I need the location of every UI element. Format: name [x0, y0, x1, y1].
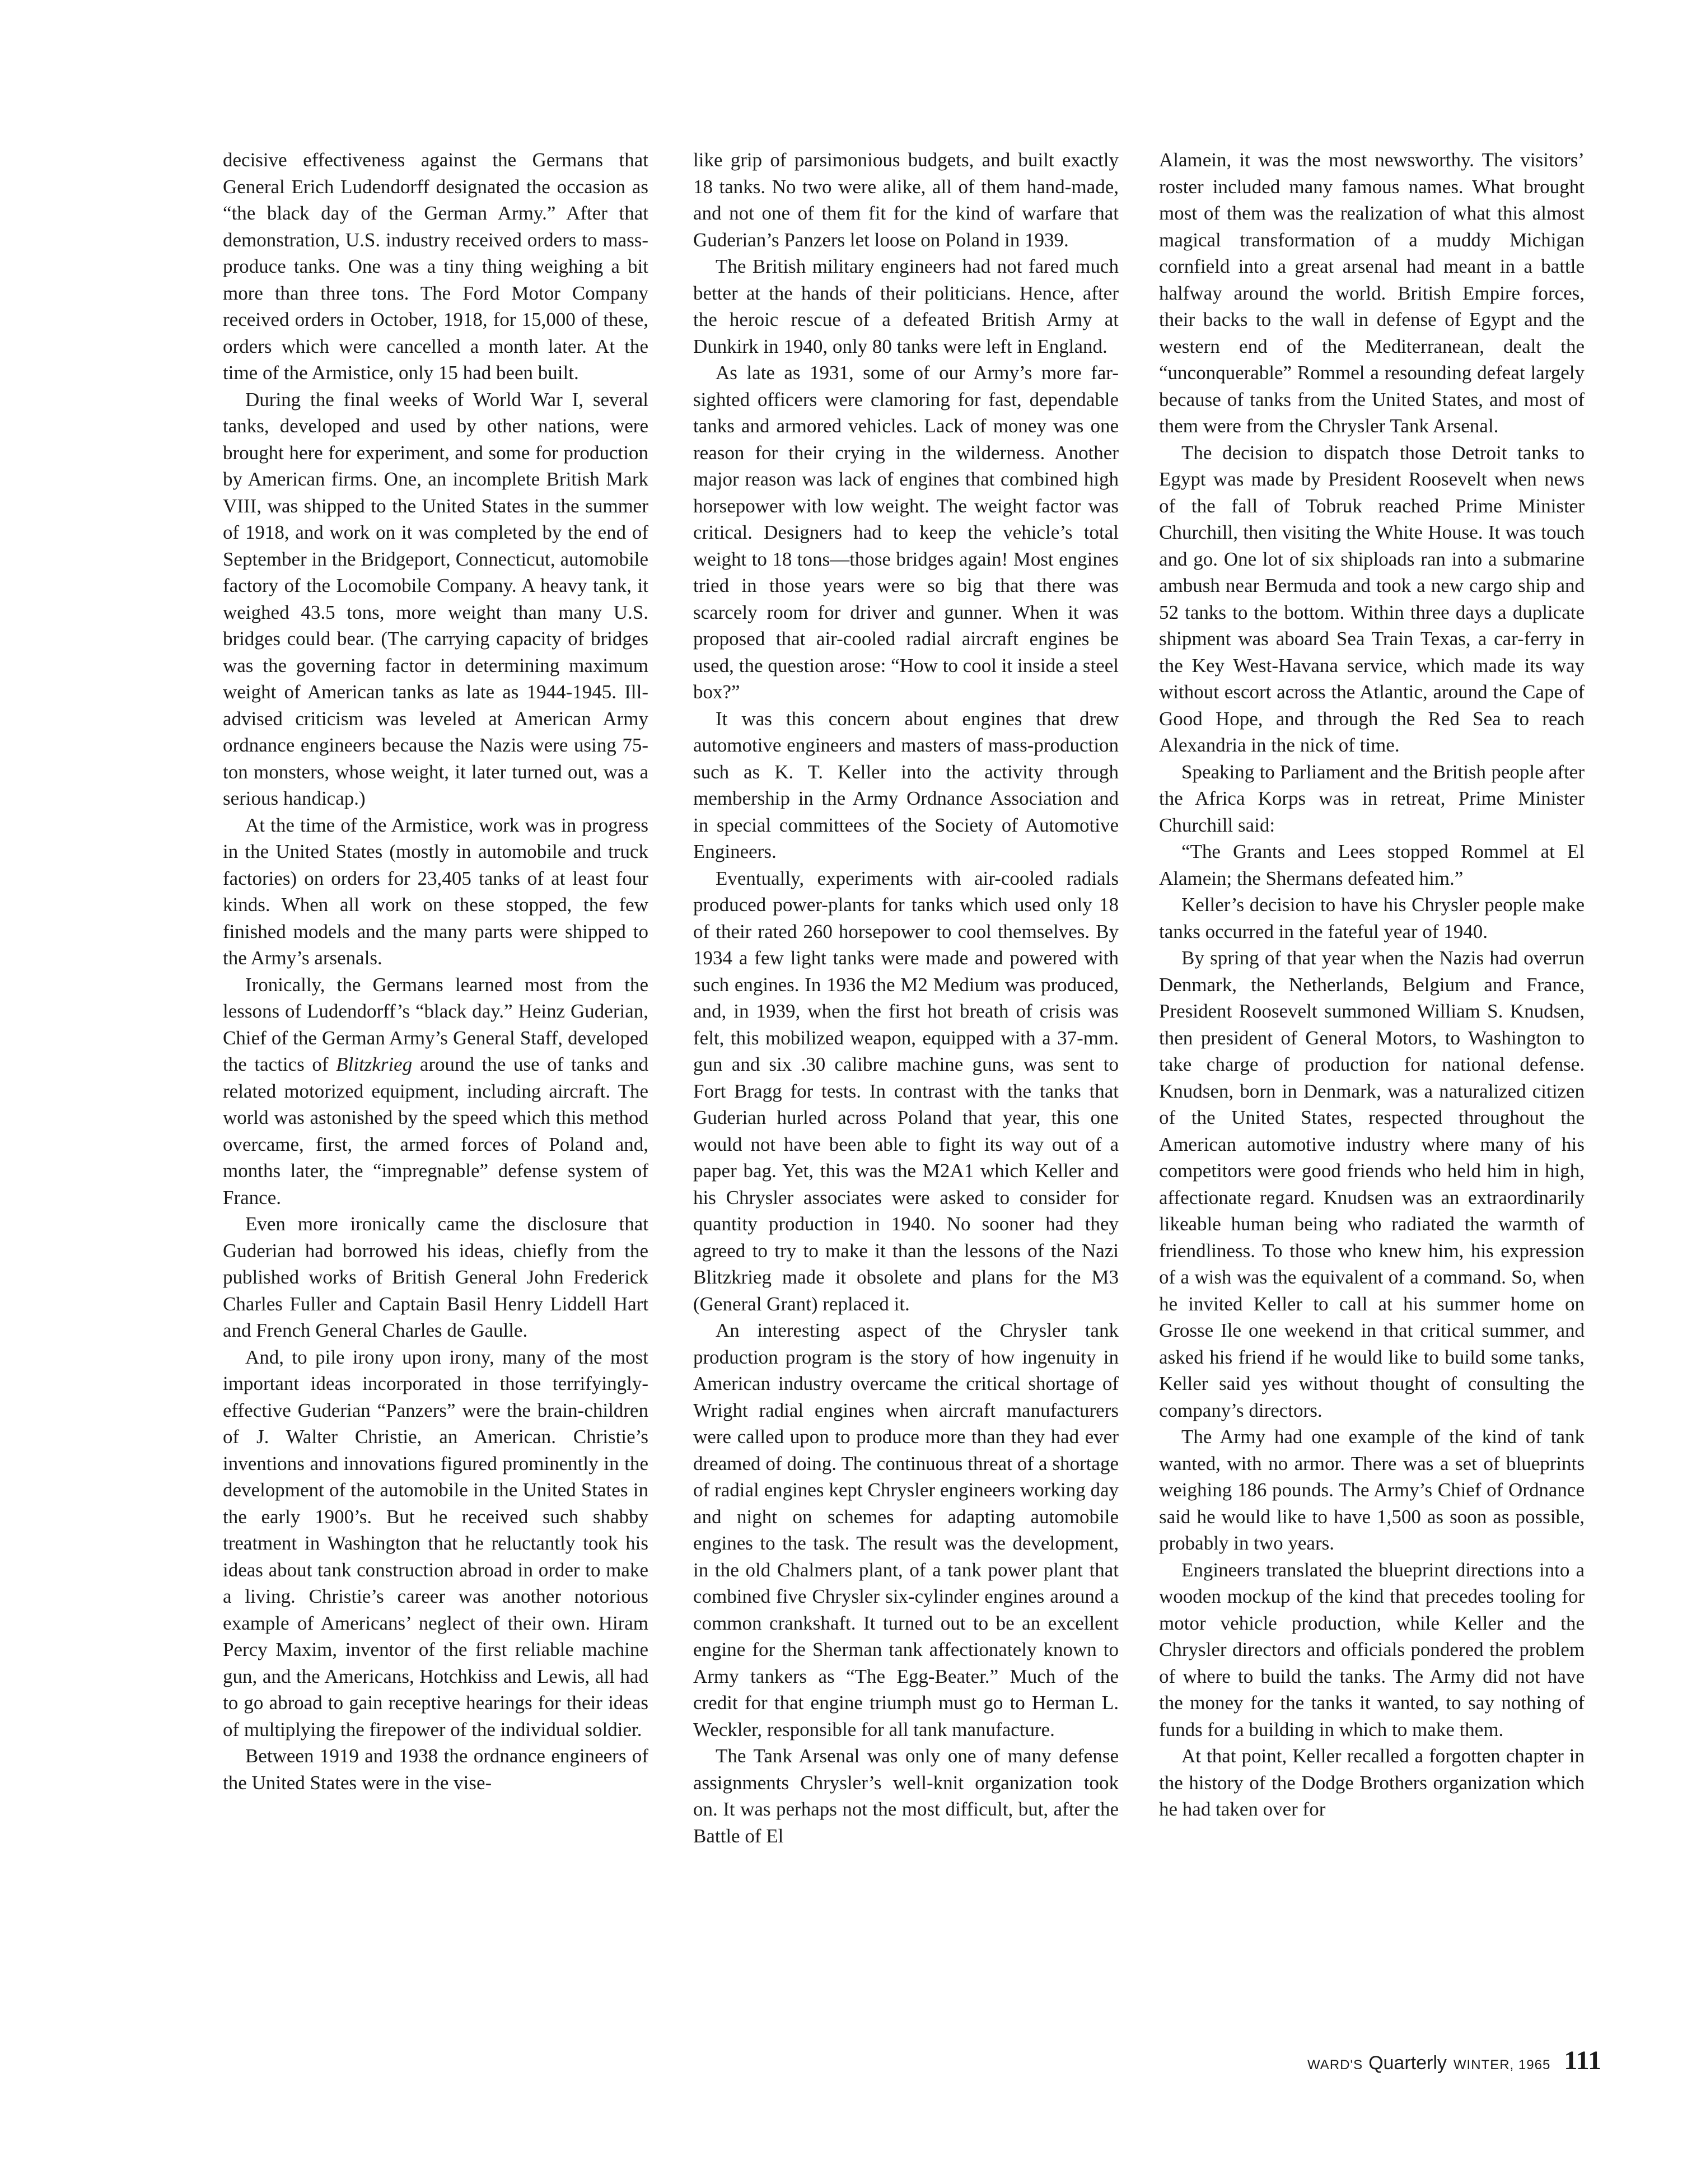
paragraph-text: around the use of tanks and related motorized equipment, including aircraft. The world was astonished by the speed which this method overcame, first, the armed forces of Poland and, months later, the “impregnable” defense system of France.	[223, 1053, 648, 1208]
text-column-2	[693, 147, 1119, 1849]
paragraph: Between 1919 and 1938 the ordnance engineers of the United States were in the vise-	[223, 1745, 648, 1794]
paragraph: The decision to dispatch those Detroit tanks to Egypt was made by President Roosevelt when news of the fall of Tobruk reached Prime Minister Churchill, then visiting the White House. It was touch and go. One lot of six shiploads ran into a submarine ambush near Bermuda and took a new cargo ship and 52 tanks to the bottom. Within three days a duplicate shipment was aboard Sea Train Texas, a car-ferry in the Key West-Havana service, which made its way without escort across the Atlantic, around the Cape of Good Hope, and through the Red Sea to reach Alexandria in the nick of time.	[1159, 441, 1585, 756]
publication-quarterly: Quarterly	[1368, 2052, 1447, 2074]
paragraph: Keller’s decision to have his Chrysler people make tanks occurred in the fateful year of 1940.	[1159, 894, 1585, 942]
page-footer	[1307, 2045, 1601, 2079]
paragraph: As late as 1931, some of our Army’s more far-sighted officers were clamoring for fast, dependable tanks and armored vehicles. Lack of money was one reason for their crying in the wilderness. Another major reason was lack of engines that combined high horsepower with low weight. The weight factor was critical. Designers had to keep the vehicle’s total weight to 18 tons—those bridges again! Most engines tried in those years were so big that there was scarcely room for driver and gunner. When it was proposed that air-cooled radial aircraft engines be used, the question arose: “How to cool it inside a steel box?”	[693, 362, 1119, 703]
page-number: 111	[1564, 2046, 1601, 2075]
paragraph: Eventually, experiments with air-cooled radials produced power-plants for tanks which used only 18 of their rated 260 horsepower to cool themselves. By 1934 a few light tanks were made and powered with such engines. In 1936 the M2 Medium was produced, and, in 1939, when the first hot breath of crisis was felt, this mobilized weapon, equipped with a 37-mm. gun and six .30 calibre machine guns, was sent to Fort Bragg for tests. In contrast with the tanks that Guderian hurled across Poland that year, this one would not have been able to fight its way out of a paper bag. Yet, this was the M2A1 which Keller and his Chrysler associates were asked to consider for quantity production in 1940. No sooner had they agreed to try to make it than the lessons of the Nazi Blitzkrieg made it obsolete and plans for the M3 (General Grant) replaced it.	[693, 867, 1119, 1315]
paragraph: The Army had one example of the kind of tank wanted, with no armor. There was a set of blueprints weighing 186 pounds. The Army’s Chief of Ordnance said he would like to have 1,500 as soon as possible, probably in two years.	[1159, 1426, 1585, 1554]
paragraph: The British military engineers had not fared much better at the hands of their politicians. Hence, after the heroic rescue of a defeated British Army at Dunkirk in 1940, only 80 tanks were left in England.	[693, 255, 1119, 357]
text-column-3	[1159, 147, 1585, 1823]
publication-name: WARD'S	[1307, 2057, 1363, 2073]
paragraph: decisive effectiveness against the Germans that General Erich Ludendorff designated the occasion as “the black day of the German Army.” After that demonstration, U.S. industry received orders to mass-produce tanks. One was a tiny thing weighing a bit more than three tons. The Ford Motor Company received orders in October, 1918, for 15,000 of these, orders which were cancelled a month later. At the time of the Armistice, only 15 had been built.	[223, 149, 648, 384]
paragraph: “The Grants and Lees stopped Rommel at El Alamein; the Shermans defeated him.”	[1159, 841, 1585, 889]
paragraph: Even more ironically came the disclosure that Guderian had borrowed his ideas, chiefly from the published works of British General John Frederick Charles Fuller and Captain Basil Henry Liddell Hart and French General Charles de Gaulle.	[223, 1213, 648, 1341]
text-column-1	[223, 147, 648, 1796]
paragraph: And, to pile irony upon irony, many of the most important ideas incorporated in those terrifyingly-effective Guderian “Panzers” were the brain-children of J. Walter Christie, an American. Christie’s inventions and innovations figured prominently in the development of the automobile in the United States in the early 1900’s. But he received such shabby treatment in Washington that he reluctantly took his ideas about tank construction abroad in order to make a living. Christie’s career was another notorious example of Americans’ neglect of their own. Hiram Percy Maxim, inventor of the first reliable machine gun, and the Americans, Hotchkiss and Lewis, all had to go abroad to gain receptive hearings for their ideas of multiplying the firepower of the individual soldier.	[223, 1346, 648, 1740]
paragraph: An interesting aspect of the Chrysler tank production program is the story of how ingenuity in American industry overcame the critical shortage of Wright radial engines when aircraft manufacturers were called upon to produce more than they had ever dreamed of doing. The continuous threat of a shortage of radial engines kept Chrysler engineers working day and night on schemes for adapting automobile engines to the task. The result was the development, in the old Chalmers plant, of a tank power plant that combined five Chrysler six-cylinder engines around a common crankshaft. It turned out to be an excellent engine for the Sherman tank affectionately known to Army tankers as “The Egg-Beater.” Much of the credit for that engine triumph must go to Herman L. Weckler, responsible for all tank manufacture.	[693, 1319, 1119, 1740]
paragraph: Alamein, it was the most newsworthy. The visitors’ roster included many famous names. What brought most of them was the realization of what this almost magical transformation of a muddy Michigan cornfield into a great arsenal had meant in a battle halfway around the world. British Empire forces, their backs to the wall in defense of Egypt and the western end of the Mediterranean, dealt the “unconquerable” Rommel a resounding defeat largely because of tanks from the United States, and most of them were from the Chrysler Tank Arsenal.	[1159, 149, 1585, 437]
paragraph-text: Ironically, the Germans learned most from the lessons of Ludendorff’s “black day.” Heinz Guderian, Chief of the German Army’s General Staff, developed the tactics of	[223, 973, 648, 1075]
issue-date: WINTER, 1965	[1453, 2057, 1551, 2073]
paragraph	[223, 972, 648, 1211]
paragraph: It was this concern about engines that drew automotive engineers and masters of mass-production such as K. T. Keller into the activity through membership in the Army Ordnance Association and in special committees of the Society of Automotive Engineers.	[693, 707, 1119, 862]
paragraph: During the final weeks of World War I, several tanks, developed and used by other nations, were brought here for experiment, and some for production by American firms. One, an incomplete British Mark VIII, was shipped to the United States in the summer of 1918, and work on it was completed by the end of September in the Bridgeport, Connecticut, automobile factory of the Locomobile Company. A heavy tank, it weighed 43.5 tons, more weight than many U.S. bridges could bear. (The carrying capacity of bridges was the governing factor in determining maximum weight of American tanks as late as 1944-1945. Ill-advised criticism was leveled at American Army ordnance engineers because the Nazis were using 75-ton monsters, whose weight, it later turned out, was a serious handicap.)	[223, 388, 648, 809]
paragraph: At the time of the Armistice, work was in progress in the United States (mostly in automobile and truck factories) on orders for 23,405 tanks of at least four kinds. When all work on these stopped, the few finished models and the many parts were shipped to the Army’s arsenals.	[223, 814, 648, 969]
paragraph: At that point, Keller recalled a forgotten chapter in the history of the Dodge Brothers organization which he had taken over for	[1159, 1745, 1585, 1820]
paragraph: Engineers translated the blueprint directions into a wooden mockup of the kind that precedes tooling for motor vehicle production, while Keller and the Chrysler directors and officials pondered the problem of where to build the tanks. The Army did not have the money for the tanks it wanted, to say nothing of funds for a building in which to make them.	[1159, 1558, 1585, 1740]
paragraph: like grip of parsimonious budgets, and built exactly 18 tanks. No two were alike, all of them hand-made, and not one of them fit for the kind of warfare that Guderian’s Panzers let loose on Poland in 1939.	[693, 149, 1119, 251]
paragraph: By spring of that year when the Nazis had overrun Denmark, the Netherlands, Belgium and France, President Roosevelt summoned William S. Knudsen, then president of General Motors, to Washington to take charge of production for national defense. Knudsen, born in Denmark, was a naturalized citizen of the United States, respected throughout the American automotive industry where many of his competitors were good friends who held him in high, affectionate regard. Knudsen was an extraordinarily likeable human being who radiated the warmth of friendliness. To those who knew him, his expression of a wish was the equivalent of a command. So, when he invited Keller to call at his summer home on Grosse Ile one weekend in that critical summer, and asked his friend if he would like to build some tanks, Keller said yes without thought of consulting the company’s directors.	[1159, 947, 1585, 1421]
italic-term: Blitzkrieg	[336, 1053, 413, 1075]
paragraph: The Tank Arsenal was only one of many defense assignments Chrysler’s well-knit organization took on. It was perhaps not the most difficult, but, after the Battle of El	[693, 1745, 1119, 1847]
paragraph: Speaking to Parliament and the British people after the Africa Korps was in retreat, Prime Minister Churchill said:	[1159, 760, 1585, 836]
